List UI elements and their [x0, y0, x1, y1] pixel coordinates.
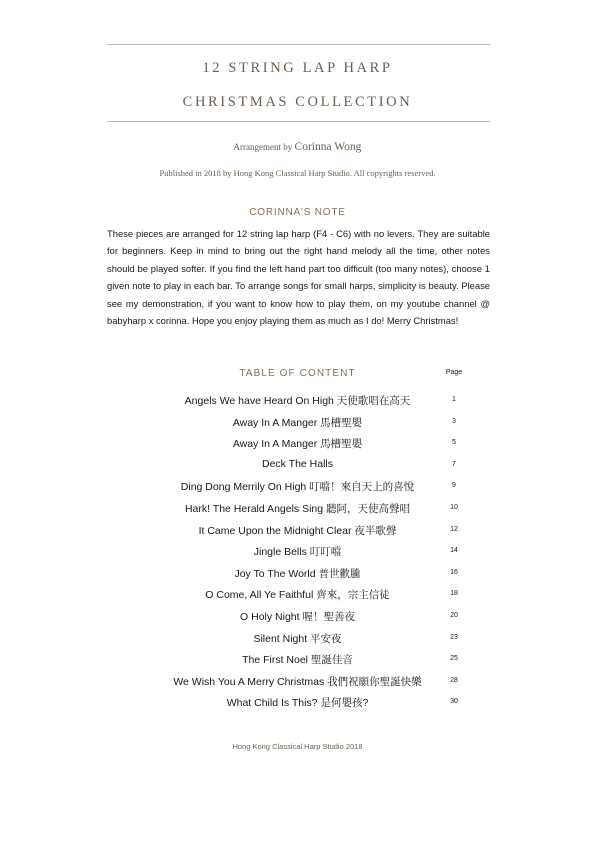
toc-page-label: Page [445, 369, 463, 376]
toc-entry-page: 12 [450, 525, 458, 533]
toc-entry-title: What Child Is This? 是何嬰孩? [226, 697, 369, 710]
bottom-divider [107, 121, 490, 122]
toc-row [0, 540, 595, 562]
arranger-prefix: Arrangement by [233, 142, 293, 152]
toc-row [0, 454, 595, 476]
toc-row [0, 605, 595, 627]
toc-entry-page: 7 [452, 460, 456, 468]
toc-entry-page: 18 [450, 590, 458, 598]
toc-row [0, 562, 595, 584]
toc-entry-page: 10 [450, 503, 458, 511]
toc-heading: TABLE OF CONTENT [239, 368, 356, 379]
toc-entry-title: It Came Upon the Midnight Clear 夜半歌聲 [198, 524, 397, 537]
toc-entry-page: 30 [450, 698, 458, 706]
toc-entry-title: Away In A Manger 馬槽聖嬰 [232, 416, 363, 429]
arranger-credit [0, 141, 595, 153]
toc-entry-page: 9 [452, 482, 456, 490]
note-body: These pieces are arranged for 12 string lap harp (F4 - C6) with no levers. They are suitable for beginners. Keep in mind to bring out the right hand melody all the time, other notes should be played softer. If you find the left hand part too difficult (too many notes), choose 1 given note to play in each bar. To arrange songs for small harps, simplicity is beauty. Please see my demonstration, if you want to know how to play them, on my youtube channel @ babyharp x corinna. Hope you enjoy playing them as much as I do! Merry Christmas! [107, 228, 490, 327]
toc-row [0, 475, 595, 497]
toc-row [0, 432, 595, 454]
toc-entry-title: Jingle Bells 叮叮噹 [253, 546, 342, 559]
toc-row [0, 648, 595, 670]
toc-entry-title: Away In A Manger 馬槽聖嬰 [232, 438, 363, 451]
toc-entry-title: Ding Dong Merrily On High 叮噹！來自天上的喜悅 [180, 481, 415, 494]
footer: Hong Kong Classical Harp Studio 2018 [232, 742, 363, 751]
toc-entry-title: Hark! The Herald Angels Sing 聽阿，天使高聲唱 [184, 502, 411, 515]
toc-entry-page: 1 [452, 396, 456, 403]
toc-entry-title: Deck The Halls [262, 457, 333, 470]
toc-entry-title: O Holy Night 喔！聖善夜 [240, 610, 355, 623]
publication-notice: Published in 2018 by Hong Kong Classical Harp Studio. All copyrights reserved. [159, 168, 436, 178]
toc-entry-title: Angels We have Heard On High 天使歌唱在高天 [184, 395, 411, 407]
toc-entry-title: The First Noel 聖誕佳音 [242, 654, 353, 667]
toc-row [0, 389, 595, 411]
toc-row [0, 627, 595, 649]
toc-row [0, 519, 595, 541]
toc-row [0, 583, 595, 605]
toc-entry-page: 28 [450, 676, 458, 684]
title-line-2: CHRISTMAS COLLECTION [182, 94, 413, 110]
toc-entry-title: O Come, All Ye Faithful 齊來，宗主信徒 [205, 589, 390, 602]
title-line-1: 12 STRING LAP HARP [202, 60, 393, 76]
toc-entry-page: 16 [450, 568, 458, 576]
toc-entry-title: Joy To The World 普世歡騰 [234, 567, 361, 580]
toc-row [0, 411, 595, 433]
table-of-contents [0, 389, 595, 713]
toc-entry-title: Silent Night 平安夜 [253, 632, 342, 645]
toc-entry-page: 23 [450, 633, 458, 641]
top-divider [107, 44, 490, 45]
toc-row [0, 691, 595, 713]
toc-entry-title: We Wish You A Merry Christmas 我們祝願你聖誕快樂 [173, 675, 422, 688]
note-heading: CORINNA'S NOTE [249, 207, 346, 218]
toc-entry-page: 20 [450, 611, 458, 619]
toc-entry-page: 5 [452, 439, 456, 447]
arranger-name: Corinna Wong [294, 141, 362, 153]
toc-row [0, 497, 595, 519]
toc-row [0, 670, 595, 692]
toc-entry-page: 3 [452, 417, 456, 425]
toc-entry-page: 25 [450, 655, 458, 663]
toc-entry-page: 14 [450, 547, 458, 555]
